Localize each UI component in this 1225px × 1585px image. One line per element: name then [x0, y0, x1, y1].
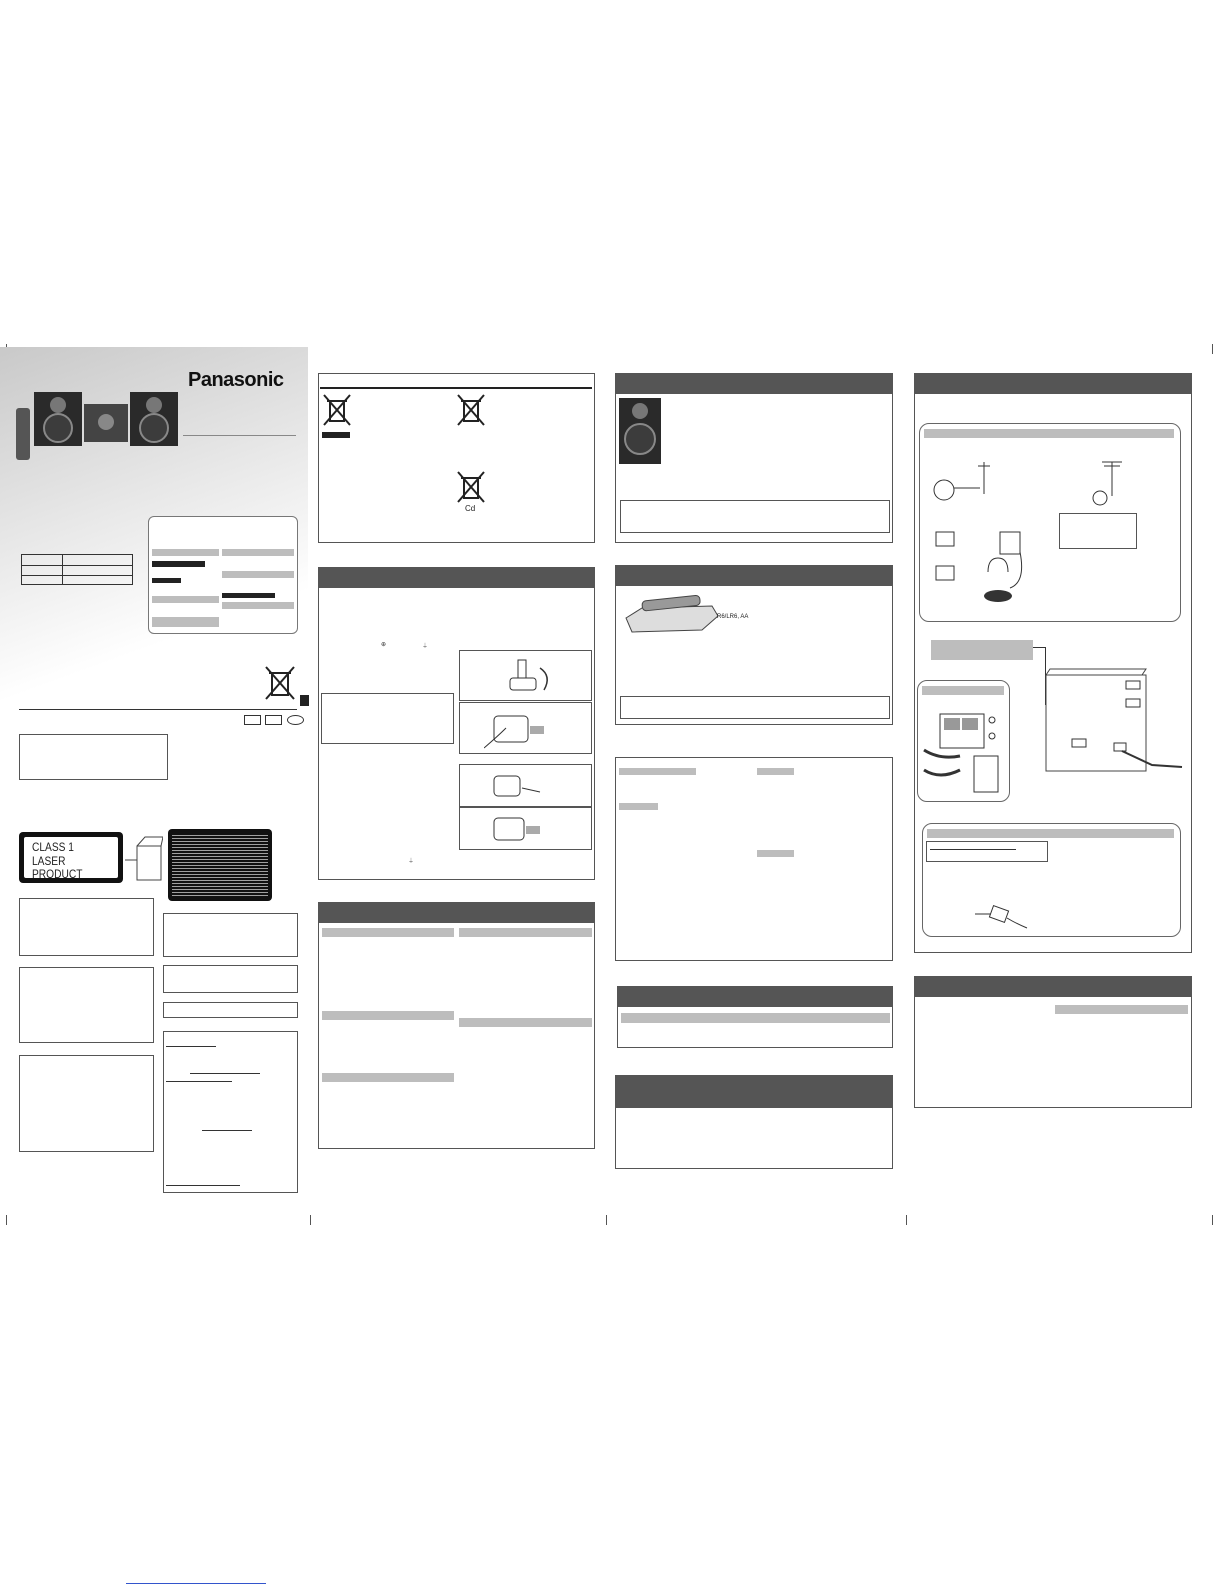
troubleshooting-box	[615, 757, 893, 961]
crop-mark	[310, 1215, 311, 1225]
contents-heading	[222, 571, 294, 578]
signature-line	[202, 1130, 252, 1131]
footer-link[interactable]	[126, 1583, 266, 1584]
crossed-out-wheelie-bin-icon	[456, 393, 486, 429]
disposal-rule	[320, 387, 592, 389]
title-rule	[183, 435, 296, 436]
plug-fuse-diagram	[500, 654, 560, 698]
subsection-heading	[459, 928, 592, 937]
crop-mark	[1212, 1215, 1213, 1225]
region-codes	[244, 712, 304, 730]
cover-notice-box	[19, 898, 154, 956]
subsection-heading	[922, 686, 1004, 695]
stereo-system-image	[14, 388, 184, 462]
accessories-note-box	[620, 500, 890, 533]
crop-mark	[606, 1215, 607, 1225]
signature-line	[166, 1185, 240, 1186]
earth-symbol-icon: ⊕	[381, 642, 387, 648]
section-header	[914, 976, 1192, 997]
contents-highlight	[152, 561, 205, 567]
laser-warning-label	[168, 829, 272, 901]
laser-class-text: CLASS 1	[32, 840, 74, 854]
section-header	[318, 567, 595, 588]
subsection-heading	[924, 429, 1174, 438]
earth-symbol-icon: ⏚	[408, 859, 415, 865]
plug-cover-diagram	[488, 770, 548, 804]
signature-line	[166, 1046, 216, 1047]
section-header	[914, 373, 1192, 394]
signature-line	[190, 1073, 260, 1074]
subsection-heading	[322, 928, 454, 937]
antenna-note-box	[1059, 513, 1137, 549]
subsection-heading	[322, 1073, 454, 1082]
model-table	[21, 554, 133, 585]
cover-notice-box	[163, 913, 298, 957]
outdoor-antenna-diagram	[1062, 456, 1132, 506]
plug-warning-box	[321, 693, 454, 744]
contents-heading	[152, 549, 219, 556]
earth-symbol-icon: ⏚	[422, 644, 429, 650]
subsection-heading	[927, 829, 1174, 838]
laser-label-location-diagram	[125, 834, 163, 882]
subsection-heading	[459, 1018, 592, 1027]
remote-battery-diagram	[622, 590, 722, 636]
plug-assembly-diagram	[486, 812, 550, 848]
signature-line	[166, 1081, 232, 1082]
cover-notice-box	[163, 1031, 298, 1193]
subsection-heading	[931, 640, 1033, 660]
crossed-out-wheelie-bin-icon	[264, 665, 296, 701]
crossed-out-wheelie-bin-icon	[456, 470, 486, 504]
cover-notice-box	[163, 965, 298, 993]
crop-mark	[6, 1215, 7, 1225]
battery-type-label: R6/LR6, AA	[717, 614, 749, 620]
callout-line	[1033, 647, 1045, 648]
subsection-heading	[619, 803, 658, 810]
cover-notice-box	[19, 967, 154, 1043]
subsection-heading	[1055, 1005, 1188, 1014]
section-header	[615, 373, 893, 394]
crossed-out-wheelie-bin-icon	[322, 393, 352, 429]
ac-cord-note-box	[926, 841, 1048, 862]
subsection-heading	[619, 768, 696, 775]
subsection-heading	[757, 768, 794, 775]
contents-heading	[222, 602, 294, 609]
laser-product-text: LASER PRODUCT	[32, 854, 83, 881]
language-tab	[300, 695, 309, 706]
remote-note-box	[620, 696, 890, 719]
contents-heading	[222, 549, 294, 556]
contents-highlight	[222, 593, 275, 598]
cover-rule	[19, 709, 297, 710]
cover-notice-box	[19, 734, 168, 780]
disposal-highlight	[322, 432, 350, 438]
brand-logo: Panasonic	[188, 369, 284, 391]
contents-highlight	[152, 578, 181, 583]
ac-plug-diagram	[975, 900, 1035, 930]
subsection-heading	[621, 1013, 890, 1023]
am-loop-antenna-diagram	[930, 522, 1050, 612]
speaker-terminal-diagram	[920, 700, 1006, 798]
crop-mark	[906, 1215, 907, 1225]
section-header	[318, 902, 595, 923]
ac-cord-note-line	[930, 849, 1016, 850]
battery-cadmium-label: Cd	[465, 504, 476, 513]
contents-heading	[152, 617, 219, 627]
speaker-image	[618, 397, 662, 465]
subsection-heading	[322, 1011, 454, 1020]
section-header	[617, 986, 893, 1007]
laser-label	[19, 832, 123, 883]
fm-antenna-diagram	[922, 452, 1002, 502]
main-unit-rear-diagram	[1042, 655, 1192, 775]
cover-notice-box	[19, 1055, 154, 1152]
section-header	[615, 565, 893, 586]
plug-wiring-diagram	[484, 708, 554, 750]
cover-notice-box	[163, 1002, 298, 1018]
contents-heading	[152, 596, 219, 603]
section-header	[615, 1075, 893, 1108]
subsection-heading	[757, 850, 794, 857]
crop-mark	[1212, 344, 1213, 354]
